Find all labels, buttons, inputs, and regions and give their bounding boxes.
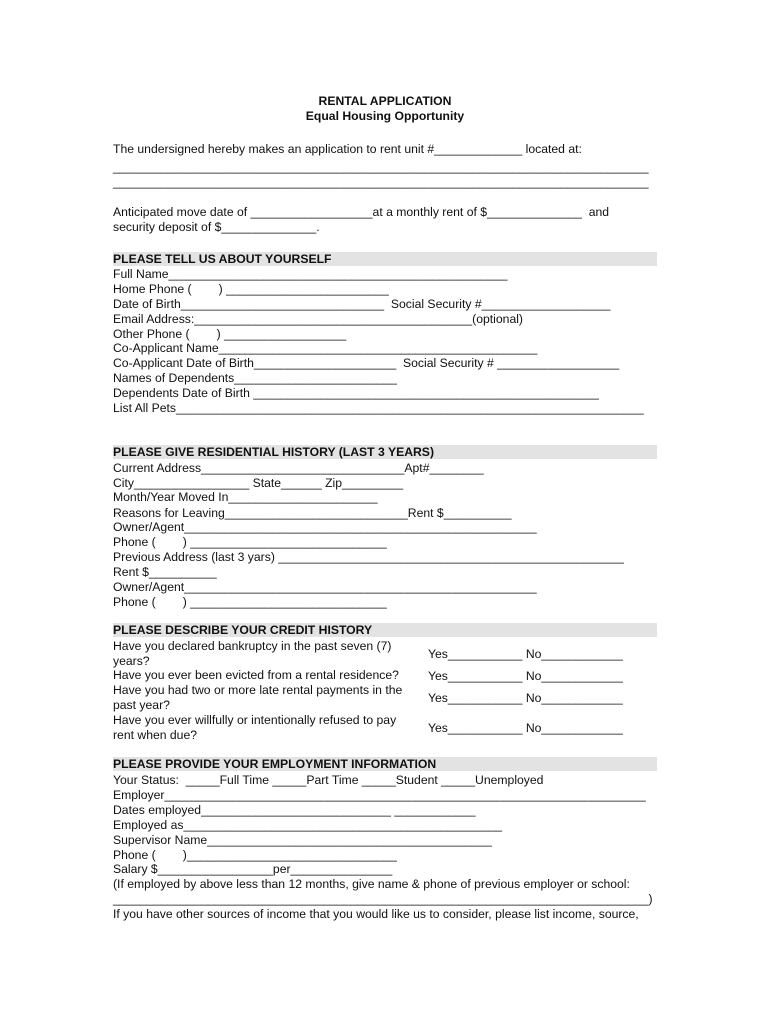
field-salary[interactable]: Salary $_________________per_______________ [113,862,393,876]
field-employed-as[interactable]: Employed as_______________________________________________ [113,818,503,832]
field-previous-employer[interactable]: _______________________________________________________________________________) [113,892,653,906]
field-previous-address[interactable]: Previous Address (last 3 yars) ___________________________________________________ [113,550,624,564]
field-current-address[interactable]: Current Address______________________________Apt#________ [113,461,484,475]
section-heading-credit: PLEASE DESCRIBE YOUR CREDIT HISTORY [113,623,657,637]
field-previous-owner[interactable]: Owner/Agent____________________________________________________ [113,580,537,594]
field-dates-employed[interactable]: Dates employed____________________________ ____________ [113,803,476,817]
field-dependents-dob[interactable]: Dependents Date of Birth ___________________________________________________ [113,386,599,400]
security-deposit-line[interactable]: security deposit of $______________. [113,220,320,234]
credit-answer-refused-pay[interactable]: Yes___________ No____________ [428,721,623,735]
document-title: RENTAL APPLICATION [318,94,452,108]
credit-answer-bankruptcy[interactable]: Yes___________ No____________ [428,647,623,661]
credit-answer-evicted[interactable]: Yes___________ No____________ [428,669,623,683]
address-blank-1[interactable]: _______________________________________________________________________________ [113,160,649,174]
field-pets[interactable]: List All Pets_____________________________________________________________________ [113,401,644,415]
field-supervisor[interactable]: Supervisor Name__________________________________________ [113,833,492,847]
field-moved-in[interactable]: Month/Year Moved In______________________ [113,490,378,504]
field-date-of-birth[interactable]: Date of Birth______________________________ Social Security #___________________ [113,297,611,311]
field-owner-phone[interactable]: Phone ( ) _____________________________ [113,535,387,549]
field-owner-agent[interactable]: Owner/Agent____________________________________________________ [113,520,537,534]
field-dependents[interactable]: Names of Dependents________________________ [113,371,397,385]
field-employer[interactable]: Employer_______________________________________________________________________ [113,788,646,802]
address-blank-2[interactable]: _______________________________________________________________________________ [113,175,649,189]
credit-question-late-payments: Have you had two or more late rental payments in the past year? [113,683,403,712]
credit-answer-late-payments[interactable]: Yes___________ No____________ [428,691,623,705]
field-other-phone[interactable]: Other Phone ( ) __________________ [113,327,347,341]
field-email[interactable]: Email Address:_________________________________________(optional) [113,312,523,326]
field-previous-rent[interactable]: Rent $__________ [113,565,217,579]
section-heading-employment: PLEASE PROVIDE YOUR EMPLOYMENT INFORMATION [113,757,657,771]
move-date-line[interactable]: Anticipated move date of __________________at a monthly rent of $______________ and [113,205,610,219]
section-heading-about: PLEASE TELL US ABOUT YOURSELF [113,252,657,266]
credit-question-evicted: Have you ever been evicted from a rental residence? [113,668,399,682]
field-city-state-zip[interactable]: City_________________ State______ Zip_________ [113,476,404,490]
field-employment-status[interactable]: Your Status: _____Full Time _____Part Time _____Student _____Unemployed [113,773,544,787]
previous-employer-note: (If employed by above less than 12 months, give name & phone of previous employer or school: [113,877,630,891]
field-reasons-leaving[interactable]: Reasons for Leaving___________________________Rent $__________ [113,506,512,520]
intro-unit-line[interactable]: The undersigned hereby makes an application to rent unit #_____________ located at: [113,142,582,156]
field-coapplicant-dob[interactable]: Co-Applicant Date of Birth_____________________ Social Security # __________________ [113,356,620,370]
field-full-name[interactable]: Full Name__________________________________________________ [113,267,508,281]
document-subtitle: Equal Housing Opportunity [305,109,465,123]
credit-question-bankruptcy: Have you declared bankruptcy in the past seven (7) years? [113,639,392,668]
field-employer-phone[interactable]: Phone ( )_______________________________ [113,848,397,862]
field-coapplicant-name[interactable]: Co-Applicant Name_______________________________________________ [113,341,538,355]
section-heading-residence: PLEASE GIVE RESIDENTIAL HISTORY (LAST 3 YEARS) [113,445,657,459]
field-home-phone[interactable]: Home Phone ( ) ________________________ [113,282,389,296]
credit-question-refused-pay: Have you ever willfully or intentionally refused to pay rent when due? [113,713,397,742]
field-previous-phone[interactable]: Phone ( ) _____________________________ [113,595,387,609]
other-income-note: If you have other sources of income that you would like us to consider, please list income, source, [113,907,639,921]
